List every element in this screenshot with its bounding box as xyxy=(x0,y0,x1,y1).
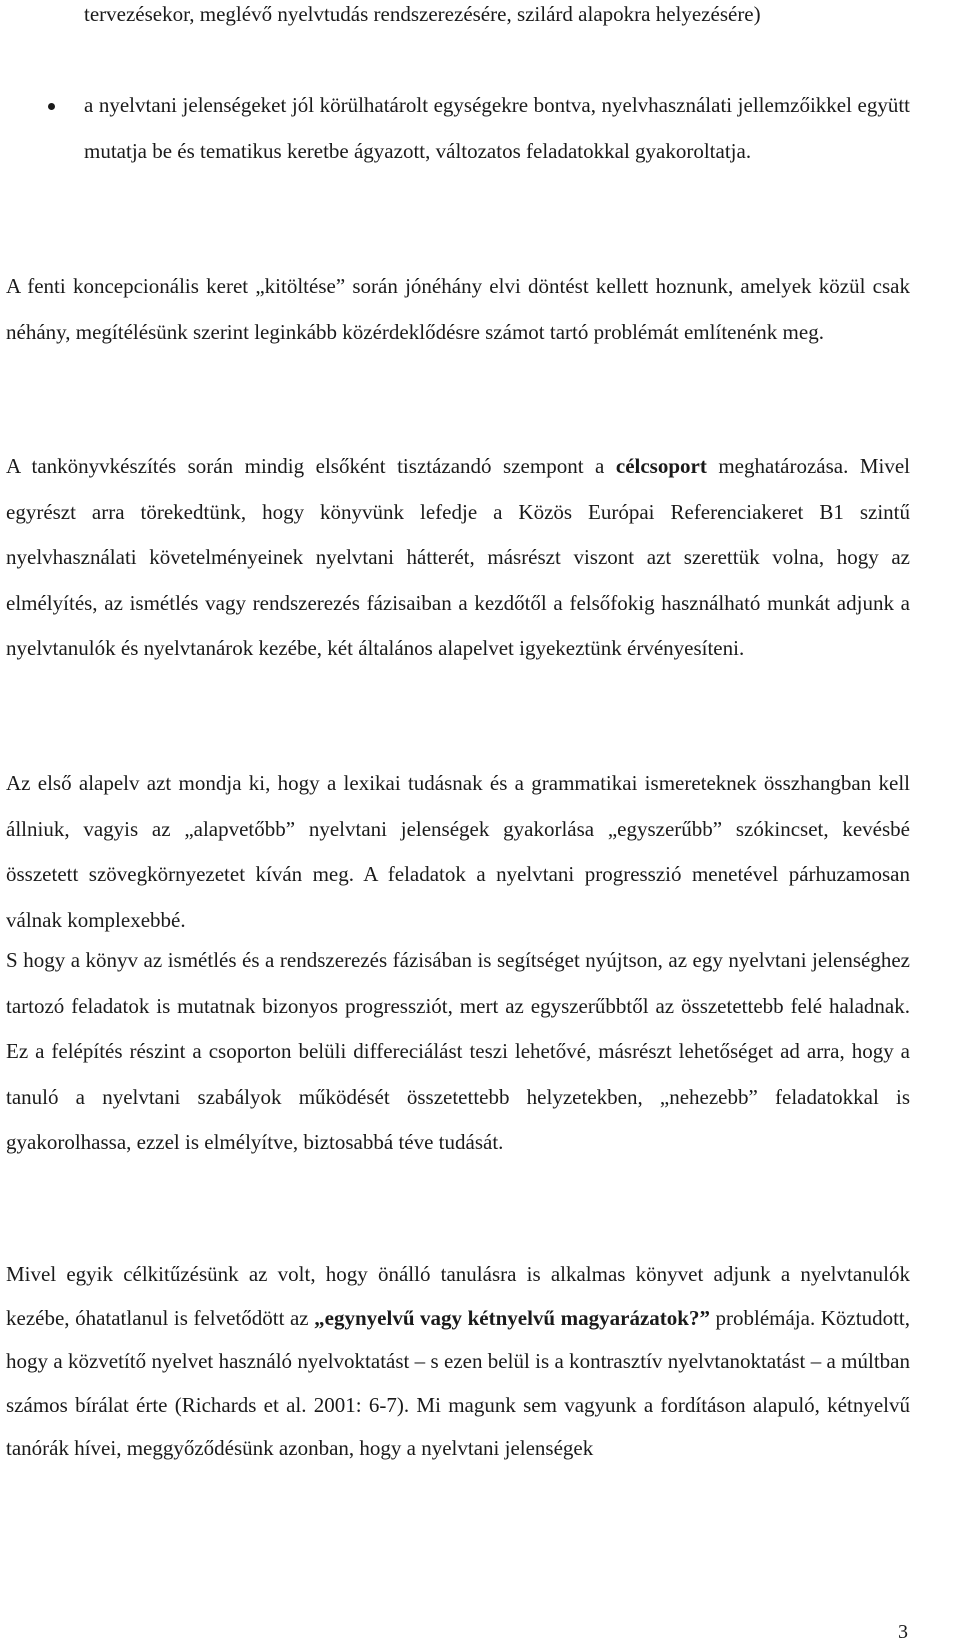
paragraph-4: S hogy a könyv az ismétlés és a rendszerezés fázisában is segítséget nyújtson, az egy nyelvtani jelenséghez tartozó feladatok is mutatnak bizonyos progressziót, mert az egyszerűbbtől az összetettebb felé haladnak. Ez a felépítés részint a csoporton belüli differeciálást teszi lehetővé, másrészt lehetőséget ad arra, hogy a tanuló a nyelvtani szabályok működését összetettebb helyzetekben, „nehezebb” feladatokkal is gyakorolhassa, ezzel is elmélyítve, biztosabbá téve tudását. xyxy=(6,948,910,1155)
list-item: a nyelvtani jelenségeket jól körülhatárolt egységekre bontva, nyelvhasználati jellemzőikkel együtt mutatja be és tematikus keretbe ágyazott, változatos feladatokkal gyakoroltatja. xyxy=(84,93,910,163)
bullet-icon xyxy=(48,103,55,110)
paragraph-1: A fenti koncepcionális keret „kitöltése” során jónéhány elvi döntést kellett hoznunk, amelyek közül csak néhány, megítélésünk szerint leginkább közérdeklődésre számot tartó problémát említenénk meg. xyxy=(6,274,910,344)
target-group-term: célcsoport xyxy=(615,454,707,478)
paragraph-5 xyxy=(6,1253,910,1471)
paragraph-2 xyxy=(6,444,910,672)
explanations-question: „egynyelvű vagy kétnyelvű magyarázatok?” xyxy=(314,1305,710,1330)
paragraph-5-text-b: problémája. Köztudott, hogy a közvetítő nyelvet használó nyelvoktatást – s ezen belül is a kontrasztív nyelvtanoktatást – a múltban számos bírálat érte (Richards et al. 2001: 6-7). Mi magunk sem vagyunk a fordításon alapuló, kétnyelvű tanórák hívei, meggyőződésünk azonban, hogy a nyelvtani jelenségek xyxy=(6,1305,910,1460)
paragraph-2-text-a: A tankönyvkészítés során mindig elsőként tisztázandó szempont a xyxy=(6,454,616,478)
paragraph-5-text-a: Mivel egyik célkitűzésünk az volt, hogy önálló tanulásra is alkalmas könyvet adjunk a nyelvtanulók kezébe, óhatatlanul is felvetődött az xyxy=(6,1262,910,1330)
page-number: 3 xyxy=(898,1621,908,1643)
paragraph-2-text-b: meghatározása. Mivel egyrészt arra törekedtünk, hogy könyvünk lefedje a Közös Európai Referenciakeret B1 szintű nyelvhasználati követelményeinek nyelvtani hátterét, másrészt viszont azt szerettük volna, hogy az elmélyítés, az ismétlés vagy rendszerezés fázisaiban a kezdőtől a felsőfokig használható munkát adjunk a nyelvtanulók és nyelvtanárok kezébe, két általános alapelvet igyekeztünk érvényesíteni. xyxy=(6,454,911,661)
paragraph-3: Az első alapelv azt mondja ki, hogy a lexikai tudásnak és a grammatikai ismereteknek összhangban kell állniuk, vagyis az „alapvetőbb” nyelvtani jelenségek gyakorlása „egyszerűbb” szókincset, kevésbé összetett szövegkörnyezetet kíván meg. A feladatok a nyelvtani progresszió menetével párhuzamosan válnak komplexebbé. xyxy=(6,771,910,932)
list-item-continuation: tervezésekor, meglévő nyelvtudás rendszerezésére, szilárd alapokra helyezésére) xyxy=(84,2,761,26)
